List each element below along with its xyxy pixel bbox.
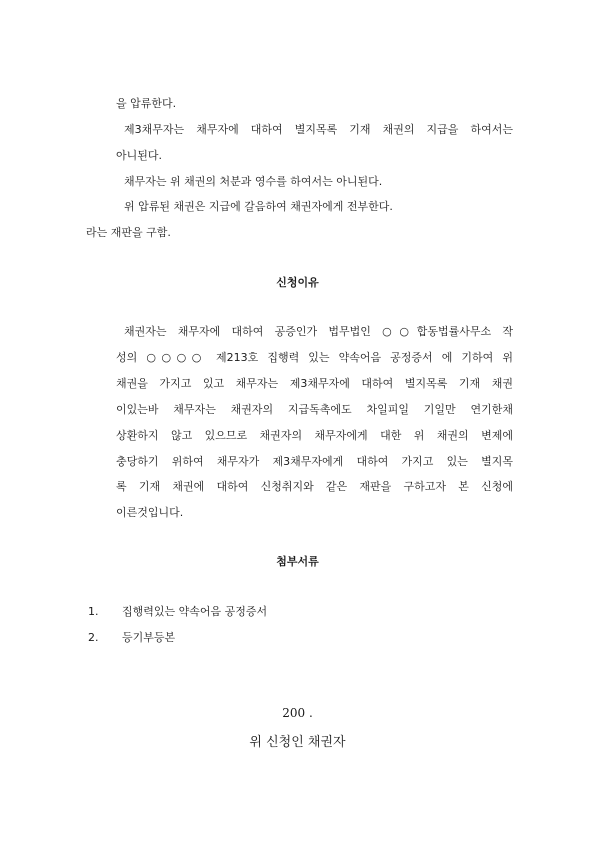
applicant-line: 위 신청인 채권자 bbox=[249, 735, 346, 750]
attachments-heading: 첨부서류 bbox=[276, 555, 319, 568]
order-line-1: 을 압류한다. bbox=[116, 97, 177, 110]
reasons-line-7: 록 기재 채권에 대하여 신청취지와 같은 재판을 구하고자 본 신청에 bbox=[116, 480, 513, 493]
reasons-heading: 신청이유 bbox=[276, 276, 319, 289]
attachment-number-1: 1. bbox=[88, 605, 99, 618]
reasons-line-4: 이있는바 채무자는 채권자의 지급독촉에도 차일피일 기일만 연기한채 bbox=[116, 403, 513, 416]
order-line-3: 아니된다. bbox=[116, 149, 163, 162]
attachment-number-2: 2. bbox=[88, 631, 99, 644]
reasons-line-8: 이른것입니다. bbox=[116, 506, 184, 519]
reasons-line-2: 성의 ○○○○ 제213호 집행력 있는 약속어음 공정증서 에 기하여 위 bbox=[116, 351, 513, 364]
reasons-line-6: 충당하기 위하여 채무자가 제3채무자에게 대하여 가지고 있는 별지목 bbox=[116, 455, 513, 468]
order-line-5: 위 압류된 채권은 지급에 갈음하여 채권자에게 전부한다. bbox=[124, 200, 393, 213]
reasons-line-3: 채권을 가지고 있고 채무자는 제3채무자에 대하여 별지목록 기재 채권 bbox=[116, 377, 513, 390]
attachment-label-1: 집행력있는 약속어음 공정증서 bbox=[122, 605, 268, 618]
reasons-line-1: 채권자는 채무자에 대하여 공증인가 법무법인 ○○합동법률사무소 작 bbox=[124, 325, 513, 338]
date-line: 200 . bbox=[282, 706, 313, 720]
order-line-4: 채무자는 위 채권의 처분과 영수를 하여서는 아니된다. bbox=[124, 175, 383, 188]
reasons-line-5: 상환하지 않고 있으므로 채권자의 채무자에게 대한 위 채권의 변제에 bbox=[116, 429, 513, 442]
order-line-6: 라는 재판을 구함. bbox=[86, 226, 171, 239]
attachment-label-2: 등기부등본 bbox=[122, 631, 176, 644]
order-line-2: 제3채무자는 채무자에 대하여 별지목록 기재 채권의 지급을 하여서는 bbox=[124, 123, 513, 136]
